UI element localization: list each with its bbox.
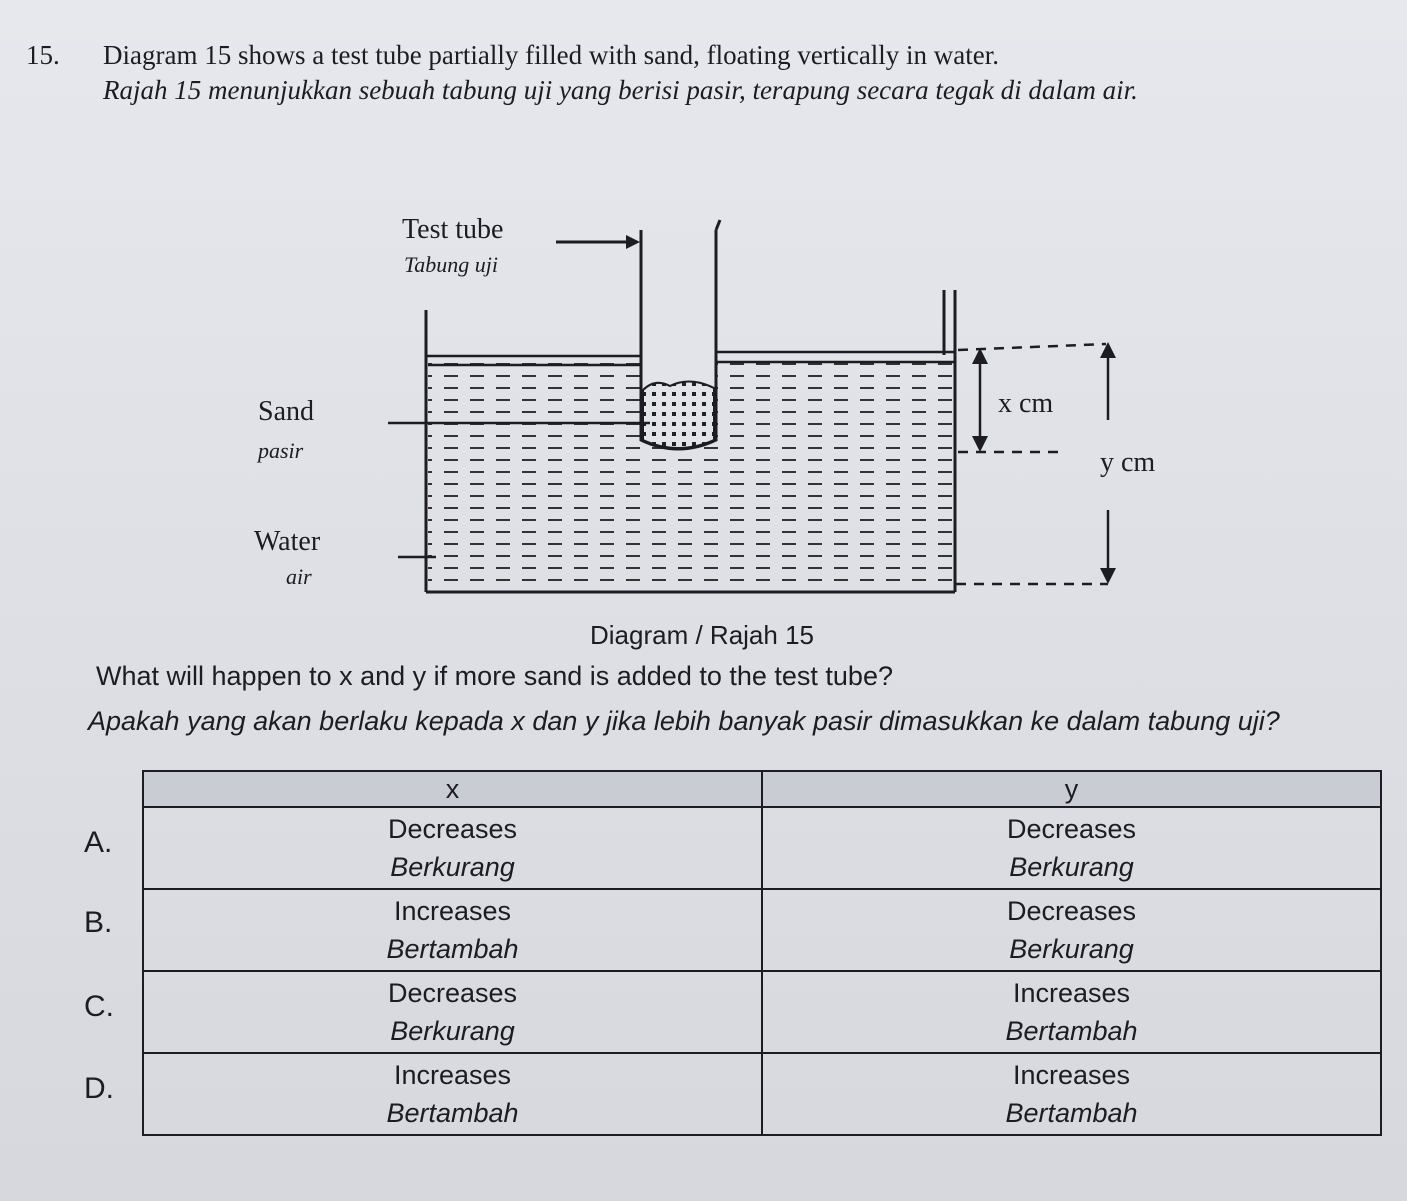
label-sand: Sand — [258, 396, 314, 427]
option-letter-c[interactable]: C. — [84, 990, 114, 1023]
cell-a-y — [762, 807, 1381, 889]
cell-d-x — [143, 1053, 762, 1135]
header-x: x — [143, 771, 762, 807]
table-row-d[interactable] — [143, 1053, 1381, 1135]
cell-text-ms: Berkurang — [1009, 852, 1134, 882]
table-row-c[interactable] — [143, 971, 1381, 1053]
cell-d-y — [762, 1053, 1381, 1135]
ask-text-malay: Apakah yang akan berlaku kepada x dan y jika lebih banyak pasir dimasukkan ke dalam tabung uji? — [88, 706, 1280, 736]
diagram-15 — [0, 190, 1407, 620]
cell-b-y — [762, 889, 1381, 971]
cell-text-en: Decreases — [1006, 896, 1137, 926]
answer-options-table — [142, 770, 1382, 1136]
cell-text-en: Increases — [1012, 978, 1131, 1008]
header-y: y — [762, 771, 1381, 807]
cell-text-ms: Bertambah — [1005, 1016, 1138, 1046]
cell-text-ms: Berkurang — [390, 1016, 515, 1046]
cell-text-en: Decreases — [387, 978, 518, 1008]
ask-text-english: What will happen to x and y if more sand is added to the test tube? — [96, 661, 893, 691]
label-water-ms: air — [286, 564, 312, 589]
cell-text-ms: Berkurang — [390, 852, 515, 882]
cell-text-en: Decreases — [387, 814, 518, 844]
option-letter-a[interactable]: A. — [84, 826, 113, 859]
cell-a-x — [143, 807, 762, 889]
label-y: y cm — [1100, 447, 1156, 478]
arrow-test-tube — [626, 235, 640, 249]
cell-c-x — [143, 971, 762, 1053]
cell-b-x — [143, 889, 762, 971]
cell-text-en: Increases — [393, 896, 512, 926]
label-test-tube: Test tube — [402, 214, 504, 245]
cell-text-en: Increases — [393, 1060, 512, 1090]
sand-in-tube — [643, 381, 714, 448]
cell-text-ms: Bertambah — [386, 1098, 519, 1128]
table-header-row — [143, 771, 1381, 807]
option-letter-b[interactable]: B. — [84, 906, 113, 939]
option-letter-d[interactable]: D. — [84, 1072, 114, 1105]
question-text-english: Diagram 15 shows a test tube partially filled with sand, floating vertically in water. — [103, 40, 1000, 70]
label-x: x cm — [998, 388, 1054, 419]
label-water: Water — [254, 526, 321, 557]
label-test-tube-ms: Tabung uji — [404, 252, 498, 277]
label-sand-ms: pasir — [258, 438, 304, 463]
cell-text-ms: Bertambah — [1005, 1098, 1138, 1128]
table-row-b[interactable] — [143, 889, 1381, 971]
table-row-a[interactable] — [143, 807, 1381, 889]
cell-text-en: Decreases — [1006, 814, 1137, 844]
cell-c-y — [762, 971, 1381, 1053]
cell-text-ms: Bertambah — [386, 934, 519, 964]
cell-text-en: Increases — [1012, 1060, 1131, 1090]
question-number: 15. — [26, 40, 60, 70]
diagram-caption: Diagram / Rajah 15 — [590, 620, 814, 650]
question-text-malay: Rajah 15 menunjukkan sebuah tabung uji yang berisi pasir, terapung secara tegak di dalam air. — [103, 75, 1138, 105]
cell-text-ms: Berkurang — [1009, 934, 1134, 964]
